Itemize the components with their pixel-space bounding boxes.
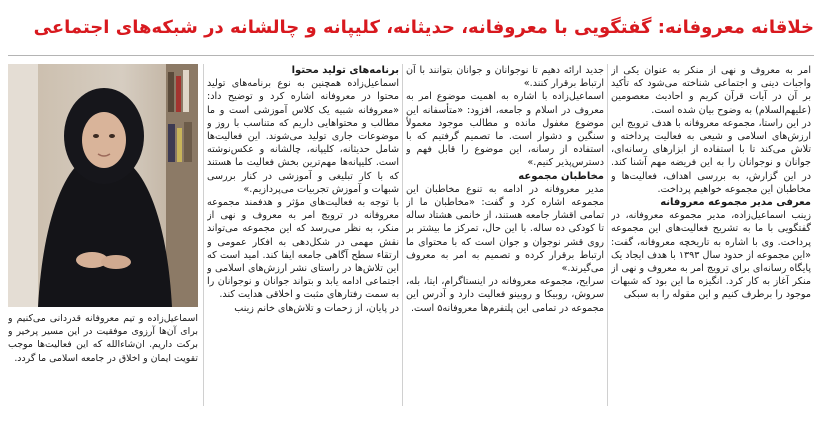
paragraph: در این راستا، مجموعه معروفانه با هدف ترویج این ارزش‌های اسلامی و شیعی به فعالیت پرداخته و تلاش می‌کند تا با استفاده از ابزارهای رسانه‌ای، جوانان و نوجوانان را به این فریضه مهم آشنا کند. در این گزارش، به بررسی اهداف، فعالیت‌ها و مخاطبان این مجموعه خواهیم پرداخت. (611, 117, 811, 195)
article-column-middle (406, 64, 604, 414)
portrait-illustration (8, 64, 198, 307)
headline-divider (8, 55, 814, 56)
paragraph: اسماعیل‌زاده با اشاره به اهمیت موضوع امر به معروف در اسلام و جامعه، افزود: «متأسفانه این موضوع مغفول مانده و مطالب موجود معمولاً سنگین و دشوار است. ما تصمیم گرفتیم که با استفاده از رسانه، این موضوع را قابل فهم و دسترس‌پذیر کنیم.» (406, 91, 604, 169)
article-column-left (207, 64, 399, 414)
interviewee-photo (8, 64, 198, 307)
photo-caption: اسماعیل‌زاده و تیم معروفانه قدردانی می‌کنیم و برای آن‌ها آرزوی موفقیت در این مسیر پرخیر و برکت داریم. ان‌شاءالله که این فعالیت‌ها موجب تقویت ایمان و اخلاق در جامعه اسلامی ما گردد. (8, 313, 198, 364)
paragraph: جدید ارائه دهیم تا نوجوانان و جوانان بتوانند با آن ارتباط برقرار کنند.» (406, 65, 604, 90)
column-separator (203, 64, 204, 406)
column-separator (402, 64, 403, 406)
paragraph: اسماعیل‌زاده همچنین به نوع برنامه‌های تولید محتوا در معروفانه اشاره کرد و توضیح داد: «معروفانه شبیه یک کلاس آموزشی است و ما مطالب و محتواهایی داریم که متناسب با روز و موضوعات جاری تولید می‌شوند. این فعالیت‌ها شامل حدیثانه، کلیپانه، چالشانه و عکس‌نوشته است. کلیپانه‌ها مهم‌ترین بخش فعالیت ما هستند که با کار تبلیغی و آموزشی در کنار بررسی شبهات و آموزش تجربیات می‌پردازیم.» (207, 78, 399, 195)
column-separator (607, 64, 608, 406)
paragraph: در پایان، از زحمات و تلاش‌های خانم زینب (234, 302, 399, 314)
section-subheading: برنامه‌های تولید محتوا (291, 65, 399, 76)
paragraph: زینب اسماعیل‌زاده، مدیر مجموعه معروفانه، در گفتگویی با ما به تشریح فعالیت‌های این مجموعه پرداخت. وی با اشاره به تاریخچه معروفانه، گفت: «این مجموعه از حدود سال ۱۳۹۳ با هدف ایجاد یک پایگاه رسانه‌ای برای ترویج امر به معروف و نهی از منکر آغاز به کار کرد. انگیزه ما این بود که شبهات موجود را برطرف کنیم و این مقوله را به سبکی (611, 210, 811, 301)
article-headline: خلاقانه معروفانه: گفتگویی با معروفانه، حدیثانه، کلیپانه و چالشانه در شبکه‌های اجتماعی (33, 17, 814, 38)
paragraph: سرایح، مجموعه معروفانه در اینستاگرام، ایتا، بله، سروش، روبیکا و روبینو فعالیت دارد و آدرس این مجموعه در تمامی این پلتفرم‌ها معروفانه۵ است. (406, 276, 604, 314)
section-subheading: مخاطبان مجموعه (518, 170, 604, 182)
paragraph: با توجه به فعالیت‌های مؤثر و هدفمند مجموعه معروفانه در ترویج امر به معروف و نهی از منکر، به نظر می‌رسد که این مجموعه می‌تواند نقش مهمی در شکل‌دهی به افکار عمومی و ارتقاء سطح آگاهی جامعه ایفا کند. امید است که این تلاش‌ها در راستای نشر ارزش‌های اسلامی و اجتماعی ادامه یابد و بتواند جوانان و نوجوانان را به سمت رفتارهای مثبت و اخلاقی هدایت کند. (207, 197, 399, 301)
article-column-right (611, 64, 811, 414)
section-subheading: معرفی مدیر مجموعه معروفانه (660, 197, 811, 209)
paragraph: مدیر معروفانه در ادامه به تنوع مخاطبان این مجموعه اشاره کرد و گفت: «مخاطبان ما از تمامی اقشار جامعه هستند، از خانمی هشتاد ساله تا کودکی ده ساله. با این حال، تمرکز ما بیشتر بر روی قشر نوجوان و جوان است که با محتوای ما ارتباط برقرار کرده و تصمیم به امر به معروف می‌گیرند.» (406, 183, 604, 275)
paragraph: امر به معروف و نهی از منکر به عنوان یکی از واجبات دینی و اجتماعی شناخته می‌شود که تأکید بر آن در آیات قرآن کریم و احادیث معصومین (علیهم‌السلام) به وضوح بیان شده است. (611, 65, 811, 116)
